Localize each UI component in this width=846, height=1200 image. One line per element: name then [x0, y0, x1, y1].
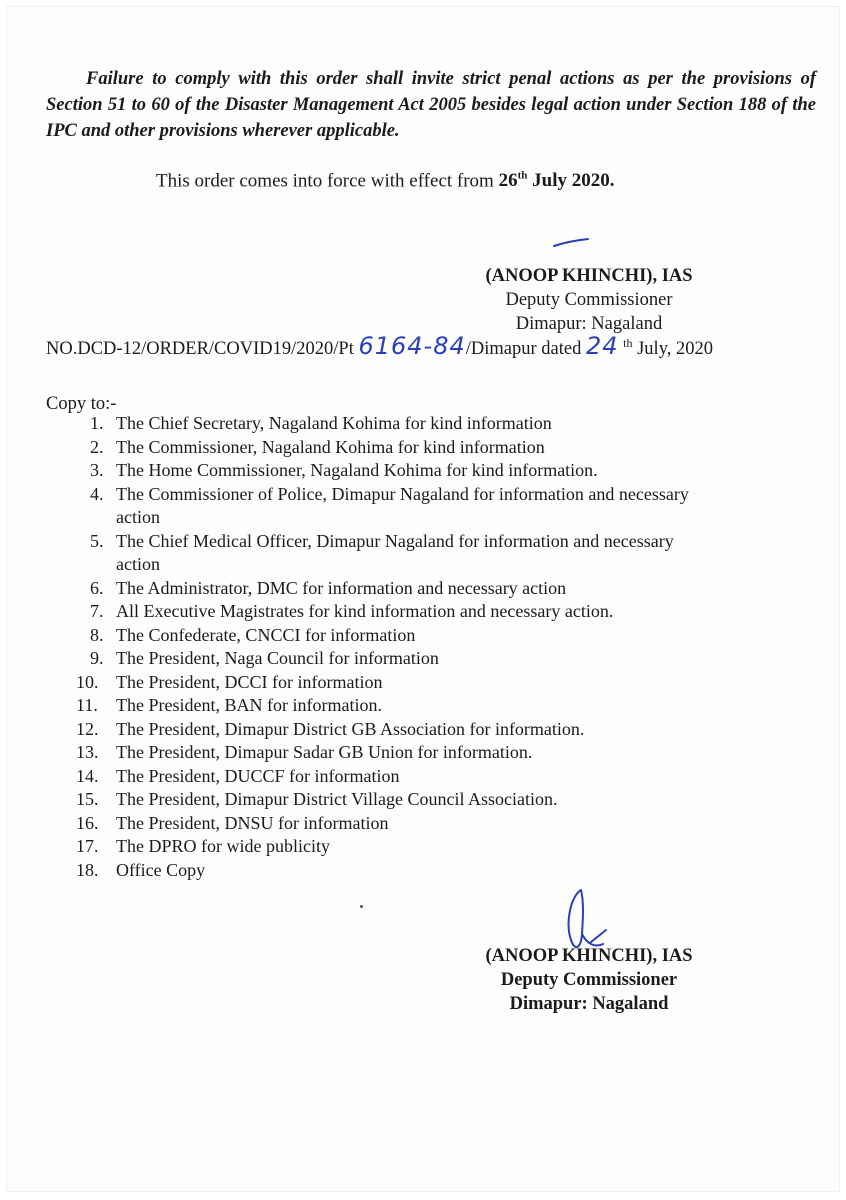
copy-to-item-number: 4. — [90, 483, 104, 504]
copy-to-item-number: 8. — [90, 624, 104, 645]
copy-to-item — [76, 765, 796, 789]
signatory-name: (ANOOP KHINCHI), IAS — [485, 266, 693, 286]
copy-to-item-line: The Administrator, DMC for information and necessary action — [116, 577, 567, 598]
copy-to-item — [76, 859, 796, 883]
copy-to-item — [76, 694, 796, 718]
copy-to-item-line: action — [116, 554, 160, 574]
copy-to-item — [76, 647, 796, 671]
copy-to-item-line: The President, Dimapur Sadar GB Union for information. — [116, 742, 533, 762]
copy-to-item-number: 3. — [90, 460, 104, 480]
speck — [360, 905, 363, 908]
copy-to-item-number: 18. — [76, 859, 99, 880]
copy-to-item-line: The President, Dimapur District GB Association for information. — [116, 718, 585, 739]
effective-date-prefix: This order comes into force with effect from — [156, 170, 499, 192]
copy-to-item-line: The President, DNSU for information — [116, 812, 389, 833]
copy-to-item — [76, 483, 796, 530]
copy-to-item-line: The Chief Secretary, Nagaland Kohima for kind information — [116, 413, 552, 433]
copy-to-item-line: Office Copy — [116, 859, 206, 880]
copy-to-item-number: 6. — [90, 577, 104, 598]
copy-to-item-number: 15. — [76, 789, 99, 809]
copy-to-item — [76, 812, 796, 836]
copy-to-item-text — [116, 859, 796, 883]
copy-to-item-line: action — [116, 507, 160, 527]
copy-to-item-text — [116, 436, 796, 460]
copy-to-item-text — [116, 765, 796, 789]
signatory-block-bottom — [454, 944, 724, 1016]
copy-to-item-text — [116, 459, 796, 483]
effective-date-rest: July 2020. — [527, 170, 615, 192]
signatory-name: (ANOOP KHINCHI), IAS — [485, 946, 693, 966]
copy-to-item — [76, 788, 796, 812]
copy-to-list — [76, 412, 796, 882]
copy-to-item-number: 14. — [76, 765, 99, 786]
copy-to-item-line: The President, DUCCF for information — [116, 765, 400, 786]
copy-to-item-line: The DPRO for wide publicity — [116, 836, 330, 856]
reference-day-suffix: th — [623, 335, 633, 350]
signatory-designation: Deputy Commissioner — [500, 970, 678, 990]
copy-to-item-text — [116, 530, 796, 577]
copy-to-item-line: The President, BAN for information. — [116, 695, 382, 715]
copy-to-item-number: 13. — [76, 742, 99, 762]
copy-to-item-line: The Home Commissioner, Nagaland Kohima for kind information. — [116, 460, 598, 480]
copy-to-item-line: All Executive Magistrates for kind information and necessary action. — [116, 601, 614, 621]
copy-to-heading: Copy to:- — [46, 394, 117, 414]
copy-to-item — [76, 459, 796, 483]
handwritten-number: 6164-84 — [358, 332, 466, 360]
copy-to-item-text — [116, 835, 796, 859]
copy-to-item — [76, 600, 796, 624]
copy-to-item-number: 9. — [90, 648, 104, 668]
signatory-place: Dimapur: Nagaland — [509, 994, 669, 1014]
copy-to-item-line: The Chief Medical Officer, Dimapur Nagaland for information and necessary — [116, 530, 674, 551]
copy-to-item — [76, 530, 796, 577]
copy-to-item-line: The Confederate, CNCCI for information — [116, 624, 416, 645]
copy-to-item-number: 17. — [76, 836, 99, 856]
reference-prefix: NO.DCD-12/ORDER/COVID19/2020/Pt — [46, 339, 354, 359]
copy-to-item-number: 10. — [76, 671, 99, 692]
copy-to-item-line: The Commissioner, Nagaland Kohima for kind information — [116, 436, 545, 457]
copy-to-item-line: The President, Naga Council for information — [116, 648, 439, 668]
copy-to-item-text — [116, 483, 796, 530]
copy-to-item-text — [116, 412, 796, 436]
document-page — [6, 6, 840, 1192]
copy-to-item-number: 12. — [76, 718, 99, 739]
copy-to-item-text — [116, 812, 796, 836]
copy-to-item — [76, 412, 796, 436]
copy-to-item-text — [116, 577, 796, 601]
effective-date-line — [156, 170, 614, 192]
copy-to-item — [76, 436, 796, 460]
signatory-place: Dimapur: Nagaland — [515, 314, 663, 334]
copy-to-item-text — [116, 647, 796, 671]
copy-to-item-text — [116, 694, 796, 718]
copy-to-item-text — [116, 741, 796, 765]
copy-to-item-text — [116, 624, 796, 648]
copy-to-item — [76, 741, 796, 765]
copy-to-item-text — [116, 718, 796, 742]
signatory-block-top — [454, 264, 724, 336]
copy-to-item-number: 2. — [90, 436, 104, 457]
copy-to-item-line: The Commissioner of Police, Dimapur Nagaland for information and necessary — [116, 483, 689, 504]
copy-to-item-number: 11. — [76, 695, 98, 715]
copy-to-item — [76, 671, 796, 695]
copy-to-item-text — [116, 788, 796, 812]
copy-to-item-line: The President, DCCI for information — [116, 671, 383, 692]
copy-to-item — [76, 624, 796, 648]
copy-to-item-text — [116, 671, 796, 695]
copy-to-item-number: 7. — [90, 601, 104, 621]
copy-to-item-line: The President, Dimapur District Village Council Association. — [116, 789, 558, 809]
order-reference-line — [46, 332, 826, 360]
effective-date-day: 26 — [498, 170, 518, 192]
initial-tick-mark — [551, 232, 591, 252]
copy-to-item — [76, 577, 796, 601]
copy-to-item — [76, 835, 796, 859]
handwritten-day: 24 — [585, 332, 619, 360]
signatory-designation: Deputy Commissioner — [505, 290, 673, 310]
copy-to-item — [76, 718, 796, 742]
effective-date-day-suffix: th — [517, 170, 528, 182]
reference-middle: /Dimapur dated — [465, 339, 582, 359]
reference-suffix: July, 2020 — [632, 339, 713, 359]
copy-to-item-number: 5. — [90, 530, 104, 551]
copy-to-item-number: 16. — [76, 812, 99, 833]
copy-to-item-text — [116, 600, 796, 624]
copy-to-item-number: 1. — [90, 413, 104, 433]
penalty-paragraph: Failure to comply with this order shall invite strict penal actions as per the provisions of Section 51 to 60 of the Disaster Management Act 2005 besides legal action under Section 188 of the IPC and other provisions wherever applicable. — [46, 69, 816, 141]
